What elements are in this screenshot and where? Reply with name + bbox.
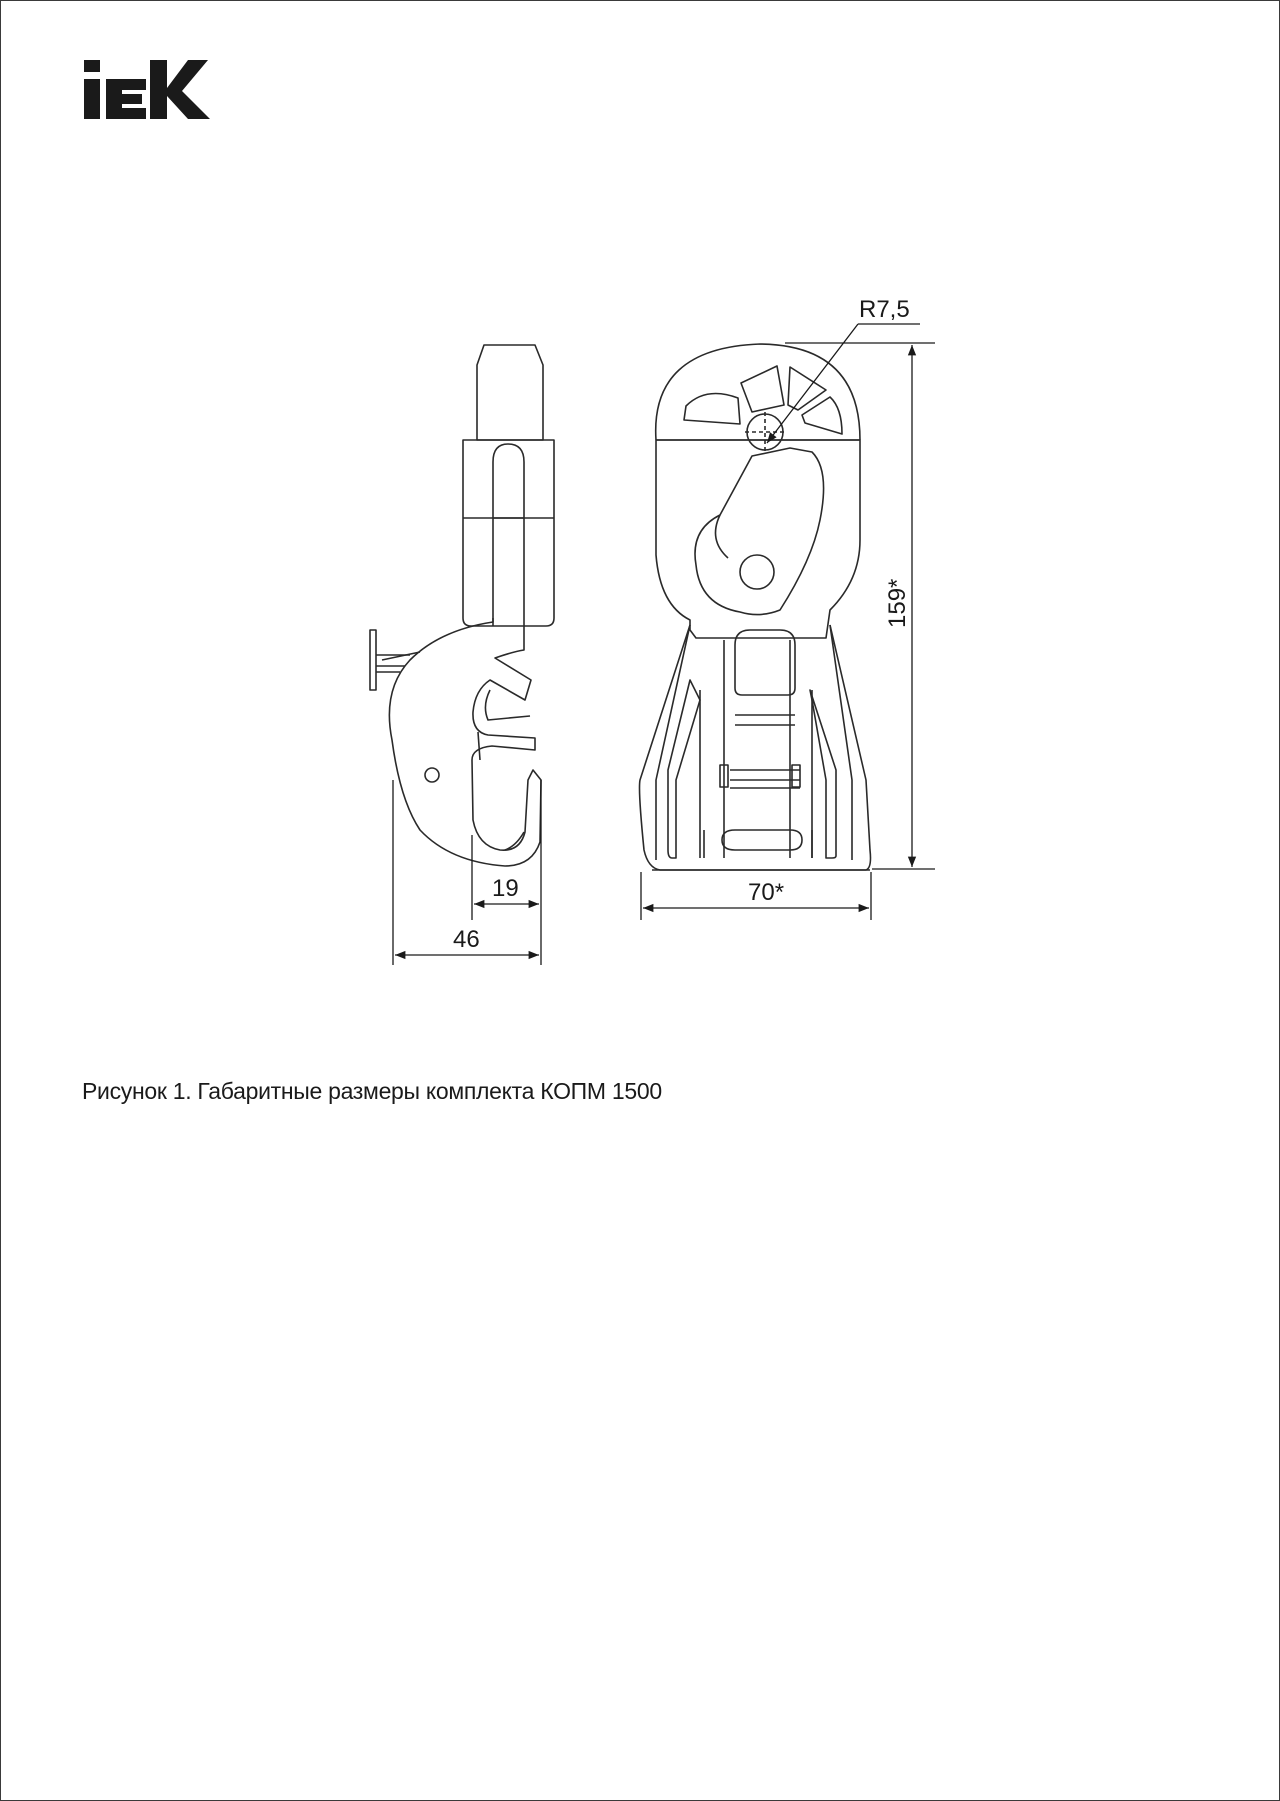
dimension-lines [393,324,935,965]
figure-caption: Рисунок 1. Габаритные размеры комплекта КОПМ 1500 [82,1078,662,1104]
dim-throat-label: 19 [492,875,519,902]
front-view [640,344,871,870]
dim-side-width-label: 46 [453,926,480,953]
dim-height-label: 159* [884,578,911,628]
dim-radius-label: R7,5 [859,296,910,323]
side-view [370,345,554,866]
dim-width-front-label: 70* [748,879,785,906]
